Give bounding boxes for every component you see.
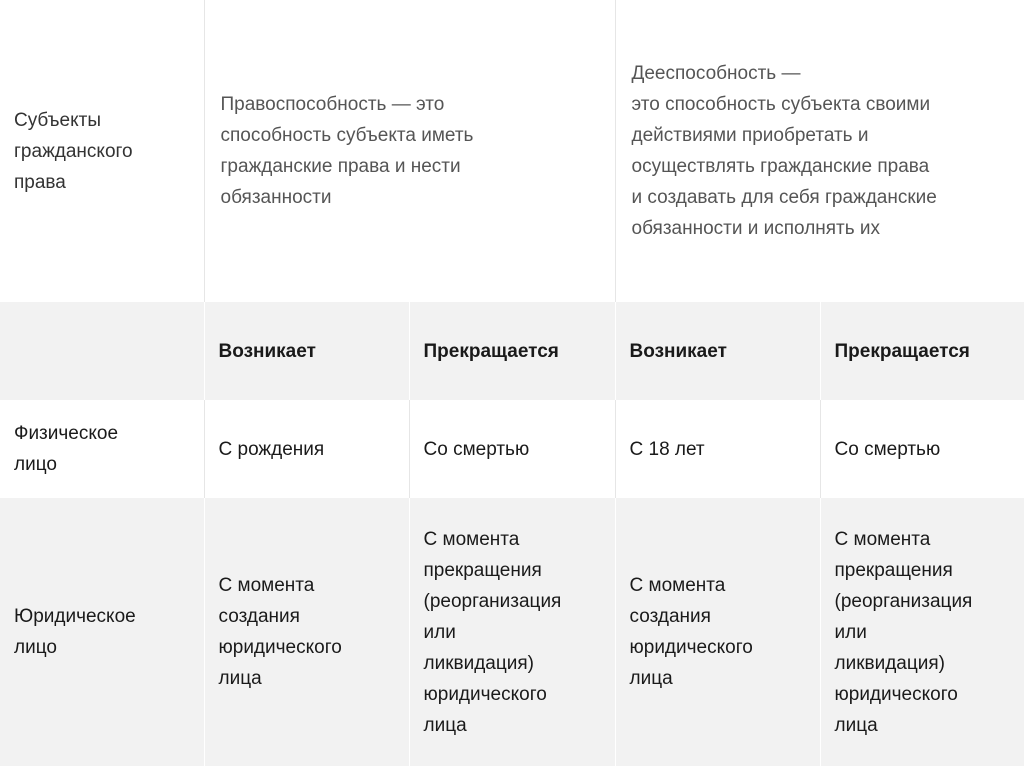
natural-active-arises: С 18 лет (615, 400, 820, 498)
table-row (0, 400, 1024, 498)
entity-active-ends: С момента прекращения (реорганизация или ликвидация) юридического лица (820, 498, 1024, 766)
table-row (0, 498, 1024, 766)
row-label-natural-person: Физическое лицо (14, 423, 119, 475)
entity-active-arises: С момента создания юридического лица (615, 498, 820, 766)
active-ends-header: Прекращается (820, 302, 1024, 400)
row-label-legal-entity: Юридическое лицо (0, 498, 204, 766)
legal-capacity-definition: Правоспособность — это способность субъекта иметь гражданские права и нести обязанности (204, 0, 615, 302)
natural-legal-arises: С рождения (204, 400, 409, 498)
header-row (0, 0, 1024, 302)
subjects-label-cell: Субъекты гражданского права (14, 109, 133, 193)
legal-ends-header: Прекращается (409, 302, 615, 400)
entity-legal-ends: С момента прекращения (реорганизация или ликвидация) юридического лица (409, 498, 615, 766)
legal-arises-header: Возникает (204, 302, 409, 400)
subheader-row (0, 302, 1024, 400)
empty-corner-cell (0, 302, 204, 400)
natural-active-ends: Со смертью (820, 400, 1024, 498)
active-arises-header: Возникает (615, 302, 820, 400)
active-capacity-definition: Дееспособность — это способность субъекта своими действиями приобретать и осуществлять гражданские права и создавать для себя гражданские обязанности и исполнять их (615, 0, 1024, 302)
entity-legal-arises: С момента создания юридического лица (204, 498, 409, 766)
natural-legal-ends: Со смертью (409, 400, 615, 498)
